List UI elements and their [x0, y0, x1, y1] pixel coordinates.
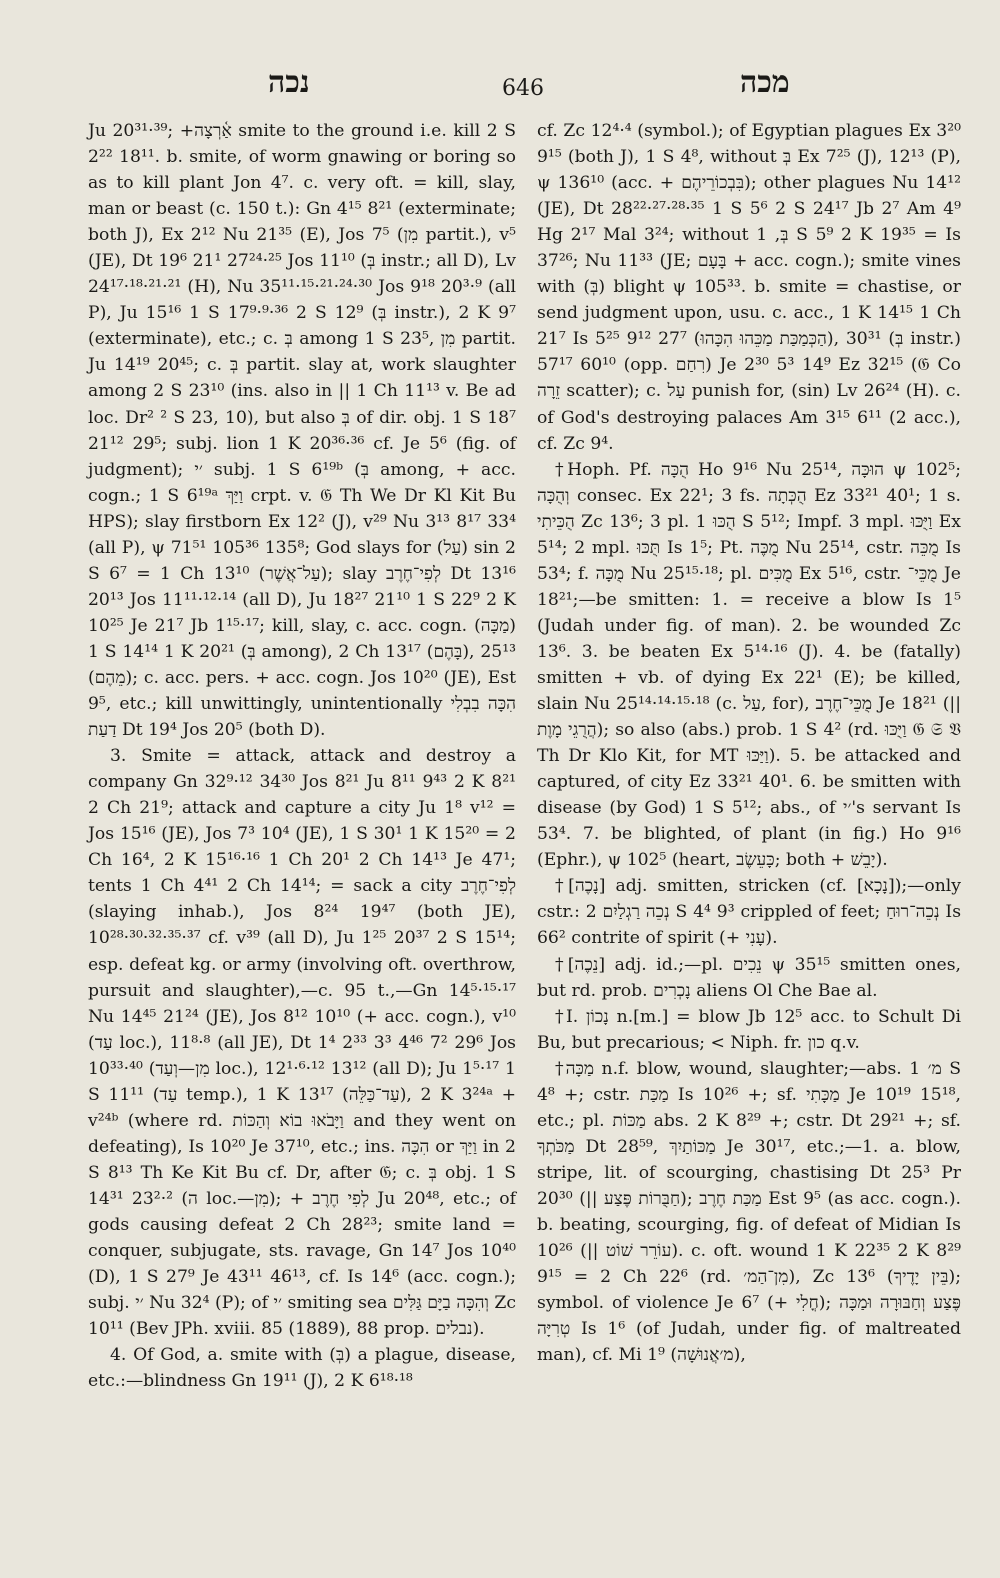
entry-paragraph: Ju 20³¹·³⁹; +אַ֫רְצָה smite to the ground i.e. kill 2 S 2²² 18¹¹. b. smite, of worm gnawing or boring so as to kill plant Jon 4⁷. c. very oft. = kill, slay, man or beast (c. 150 t.): Gn 4¹⁵ 8²¹ (exterminate; both J), Ex 2¹² Nu 21³⁵ (E), Jos 7⁵ (מִן partit.), v⁵ (JE), Dt 19⁶ 21¹ 27²⁴·²⁵ Jos 11¹⁰ (בְּ instr.; all D), Lv 24¹⁷·¹⁸·²¹·²¹ (H), Nu 35¹¹·¹⁵·²¹·²⁴·³⁰ Jos 9¹⁸ 20³·⁹ (all P), Ju 15¹⁶ 1 S 17⁹·⁹·³⁶ 2 S 12⁹ (בְּ instr.), 2 K 9⁷ (exterminate), etc.; c. בְּ among 1 S 23⁵, מִן partit. Ju 14¹⁹ 20⁴⁵; c. בְּ partit. slay at, work slaughter among 2 S 23¹⁰ (ins. also in || 1 Ch 11¹³ v. Be ad loc. Dr² ² S 23, 10), but also בְּ of dir. obj. 1 S 18⁷ 21¹² 29⁵; subj. lion 1 K 20³⁶·³⁶ cf. Je 5⁶ (fig. of judgment); ׳י subj. 1 S 6¹⁹ᵇ (בְּ among, + acc. cogn.; 1 S 6¹⁹ᵃ וַיַּךְ crpt. v. 𝔊 Th We Dr Kl Kit Bu HPS); slay firstborn Ex 12² (J), v²⁹ Nu 3¹³ 8¹⁷ 33⁴ (all P), ψ 71⁵¹ 105³⁶ 135⁸; God slays for (עַל) sin 2 S 6⁷ = 1 Ch 13¹⁰ (עַל־אֲשֶׁר); slay לְפִי־חֶרֶב Dt 13¹⁶ 20¹³ Jos 11¹¹·¹²·¹⁴ (all D), Ju 18²⁷ 21¹⁰ 1 S 22⁹ 2 K 10²⁵ Je 21⁷ Jb 1¹⁵·¹⁷; kill, slay, c. acc. cogn. (מַכָּה) 1 S 14¹⁴ 1 K 20²¹ (בְּ among), 2 Ch 13¹⁷ (בָּהֶם), 25¹³ (מֵהֶם); c. acc. pers. + acc. cogn. Jos 10²⁰ (JE), Est 9⁵, etc.; kill unwittingly, unintentionally הִכָּה בִבְלִי דַעַת Dt 19⁴ Jos 20⁵ (both D). [88, 121, 517, 741]
entry-paragraph: †[נֵכֶה] adj. id.;—pl. נֵכִים ψ 35¹⁵ smitten ones, but rd. prob. נָכְרִים aliens Ol Che Bae al. [537, 954, 962, 1001]
entry-paragraph: †מַכָּה n.f. blow, wound, slaughter;—abs. מ׳ 1 S 4⁸ +; cstr. מַכַּת Is 10²⁶ +; sf. מַכָּתִי Je 10¹⁹ 15¹⁸, etc.; pl. מַכּוֹת abs. 2 K 8²⁹ +; cstr. Dt 29²¹ +; sf. מַכֹּתְךָ Dt 28⁵⁹, מַכּוֹתַיִךְ Je 30¹⁷, etc.;—1. a. blow, stripe, lit. of scourging, chastising Dt 25³ Pr 20³⁰ (|| חַבֻּרוֹת פֶּצַע); מַכַּת חֶרֶב Est 9⁵ (as acc. cogn.). b. beating, scourging, fig. of defeat of Midian Is 10²⁶ (|| עוֹרֵר שׁוֹט). c. oft. wound 1 K 22³⁵ 2 K 8²⁹ 9¹⁵ = 2 Ch 22⁶ (rd. מִן־הַמ׳), Zc 13⁶ (בֵּין יָדֶיךָ); symbol. of violence Je 6⁷ (+ חֳלִי); פֶּצַע וְחַבּוּרָה וּמַכָּה טְרִיָּה Is 1⁶ (of Judah, under fig. of maltreated man), cf. Mi 1⁹ (מ׳אֲנוּשָׁה), [537, 1058, 962, 1366]
entry-paragraph: 3. Smite = attack, attack and destroy a company Gn 32⁹·¹² 34³⁰ Jos 8²¹ Ju 8¹¹ 9⁴³ 2 K 8²¹ 2 Ch 21⁹; attack and capture a city Ju 1⁸ v¹² = Jos 15¹⁶ (JE), Jos 7³ 10⁴ (JE), 1 S 30¹ 1 K 15²⁰ = 2 Ch 16⁴, 2 K 15¹⁶·¹⁶ 1 Ch 20¹ 2 Ch 14¹³ Je 47¹; tents 1 Ch 4⁴¹ 2 Ch 14¹⁴; = sack a city לְפִי־חֶרֶב (slaying inhab.), Jos 8²⁴ 19⁴⁷ (both JE), 10²⁸·³⁰·³²·³⁵·³⁷ cf. v³⁹ (all D), Ju 1²⁵ 20³⁷ 2 S 15¹⁴; esp. defeat kg. or army (involving oft. overthrow, pursuit and slaughter),—c. 95 t.,—Gn 14⁵·¹⁵·¹⁷ Nu 14⁴⁵ 21²⁴ (JE), Jos 8¹² 10¹⁰ (+ acc. cogn.), v¹⁰ (עַד loc.), 11⁸·⁸ (all JE), Dt 1⁴ 2³³ 3³ 4⁴⁶ 7² 29⁶ Jos 10³³·⁴⁰ (מִן—וְעַד loc.), 12¹·⁶·¹² 13¹² (all D); Ju 1⁵·¹⁷ 1 S 11¹¹ (עַד temp.), 1 K 13¹⁷ (עַד־כַּלֵּה), 2 K 3²⁴ᵃ + v²⁴ᵇ (where rd. וַיָּבֹאוּ בוֹא וְהַכּוֹת and they went on defeating), Is 10²⁰ Je 37¹⁰, etc.; ins. הִכָּה or וַיַּךְ in 2 S 8¹³ Th Ke Kit Bu cf. Dr, after 𝔊; c. בְּ obj. 1 S 14³¹ 23²·² (ה loc.—מִן); + לְפִי חֶרֶב Ju 20⁴⁸, etc.; of gods causing defeat 2 Ch 28²³; smite land = conquer, subjugate, sts. ravage, Gn 14⁷ Jos 10⁴⁰ (D), 1 S 27⁹ Je 43¹¹ 46¹³, cf. Is 14⁶ (acc. cogn.); subj. ׳י Nu 32⁴ (P); of ׳י smiting sea וְהִכָּה בַיָּם גַּלִּים Zc 10¹¹ (Bev JPh. xviii. 85 (1889), 88 prop. נבלים). [88, 746, 517, 1340]
page-number: 646 [502, 76, 544, 101]
entry-paragraph: †Hoph. Pf. הֻכָּה Ho 9¹⁶ Nu 25¹⁴, הוּכָּה ψ 102⁵; וְהֻכָּה consec. Ex 22¹; 3 fs. הֻכְּתָה Ez 33²¹ 40¹; 1 s. הֻכֵּיתִי Zc 13⁶; 3 pl. הֻכּוּ 1 S 5¹²; Impf. 3 mpl. וַיֻּכּוּ Ex 5¹⁴; 2 mpl. תֻּכּוּ Is 1⁵; Pt. מֻכֶּה Nu 25¹⁴, cstr. מֻכֵּה Is 53⁴; f. מֻכָּה Nu 25¹⁵·¹⁸; pl. מֻכִּים Ex 5¹⁶, cstr. מֻכֵּי־ Je 18²¹;—be smitten: 1. = receive a blow Is 1⁵ (Judah under fig. of man). 2. be wounded Zc 13⁶. 3. be beaten Ex 5¹⁴·¹⁶ (J). 4. be (fatally) smitten + vb. of dying Ex 22¹ (E); be killed, slain Nu 25¹⁴·¹⁴·¹⁵·¹⁸ (c. עַל, for), מֻכֵּי־חֶרֶב Je 18²¹ (|| הֲרֻגֵי מָוֶת); so also (abs.) prob. 1 S 4² (rd. וַיֻּכּוּ 𝔊 𝔖 𝔙 Th Dr Klo Kit, for MT וַיַּכּוּ). 5. be attacked and captured, of city Ez 33²¹ 40¹. 6. be smitten with disease (by God) 1 S 5¹²; abs., of ׳י's servant Is 53⁴. 7. be blighted, of plant (in fig.) Ho 9¹⁶ (Ephr.), ψ 102⁵ (heart, כָּעֵשֶׂב; both + יָבֵשׁ). [537, 459, 962, 871]
running-head-left: נכה [268, 65, 310, 100]
running-head-right: מכה [740, 65, 790, 100]
entry-paragraph: †[נָכֶה] adj. smitten, stricken (cf. [נָכָא]);—only cstr.: נְכֵה רַגְלַיִם 2 S 4⁴ 9³ crippled of feet; נְכֵה־רוּחַ Is 66² contrite of spirit (+ עָנִי). [537, 876, 962, 949]
left-column [88, 118, 516, 1394]
right-column [537, 118, 961, 1368]
entry-paragraph: 4. Of God, a. smite with (בְּ) a plague, disease, etc.:—blindness Gn 19¹¹ (J), 2 K 6¹⁸·¹⁸ [88, 1345, 516, 1392]
entry-paragraph: cf. Zc 12⁴·⁴ (symbol.); of Egyptian plagues Ex 3²⁰ 9¹⁵ (both J), 1 S 4⁸, without בְּ Ex 7²⁵ (J), 12¹³ (P), ψ 136¹⁰ (acc. + בִּבְכוֹרֵיהֶם); other plagues Nu 14¹² (JE), Dt 28²²·²⁷·²⁸·³⁵ 1 S 5⁶ 2 S 24¹⁷ Jb 2⁷ Am 4⁹ Hg 2¹⁷ Mal 3²⁴; without בְּ, 1 S 5⁹ 2 K 19³⁵ = Is 37²⁶; Nu 11³³ (JE; בָּעָם + acc. cogn.); smite vines with (בְּ) blight ψ 105³³. b. smite = chastise, or send judgment upon, usu. c. acc., 1 K 14¹⁵ 1 Ch 21⁷ Is 5²⁵ 9¹² 27⁷ (הַכְּמַכַּת מַכֵּהוּ הִכָּהוּ), 30³¹ (בְּ instr.) 57¹⁷ 60¹⁰ (opp. רִחַם) Je 2³⁰ 5³ 14⁹ Ez 32¹⁵ (𝔊 Co זֵרָה scatter); c. עַל punish for, (sin) Lv 26²⁴ (H). c. of God's destroying palaces Am 3¹⁵ 6¹¹ (2 acc.), cf. Zc 9⁴. [537, 121, 962, 454]
entry-paragraph: †I. נָכוֹן n.[m.] = blow Jb 12⁵ acc. to Schult Di Bu, but precarious; < Niph. fr. כון q.v. [537, 1006, 962, 1053]
